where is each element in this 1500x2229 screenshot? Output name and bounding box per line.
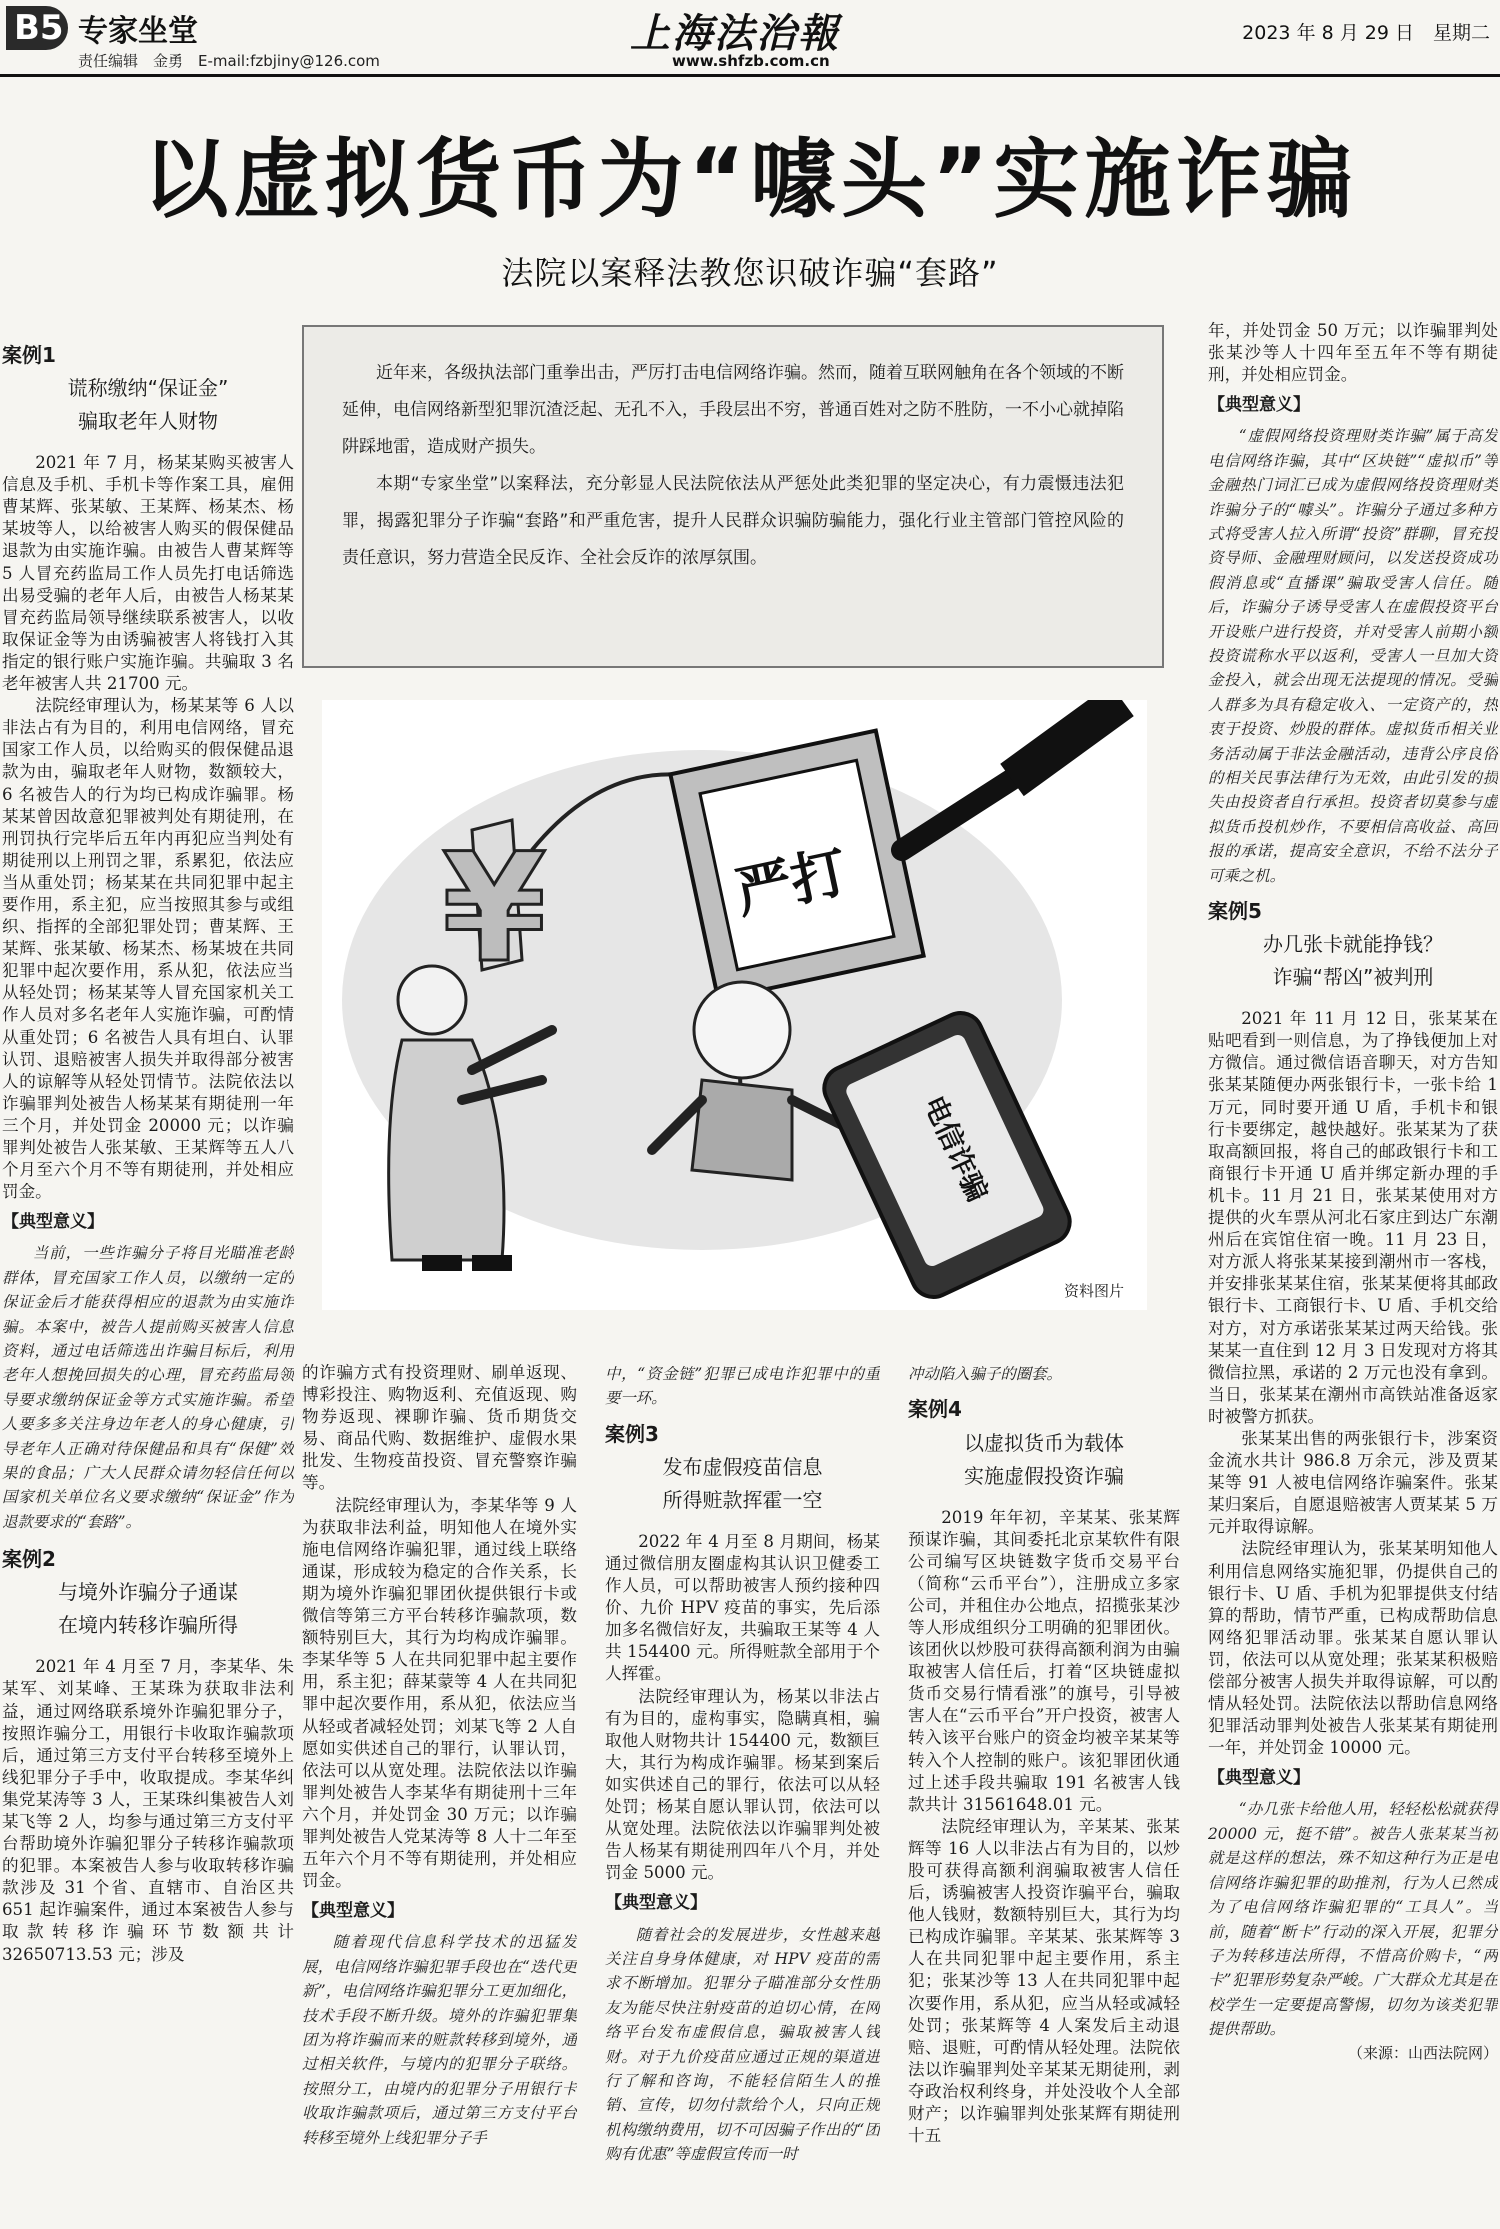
source-credit: （来源：山西法院网） [1347,2043,1498,2062]
case4-significance-heading: 【典型意义】 [1208,395,1310,416]
case3-paragraph: 法院经审理认为，杨某以非法占有为目的，虚构事实，隐瞒真相，骗取他人财物共计 154400 元，数额巨大，其行为构成诈骗罪。杨某到案后如实供述自己的罪行，依法可以从轻处罚；杨某自愿认罪认罚，依法可以从宽处理。法院依法以诈骗罪判处被告人杨某有期徒刑四年八个月，并处罚金 5000 元。 [605,1686,880,1883]
case2-title-line: 在境内转移诈骗所得 [58,1613,238,1638]
case2-title-line: 与境外诈骗分子通谋 [58,1580,238,1605]
case3-title-line: 发布虚假疫苗信息 [662,1454,823,1479]
case5-heading: 案例5 [1208,899,1262,924]
column-2 [302,1362,577,2224]
case4-heading: 案例4 [908,1397,962,1422]
column-5 [1208,320,1498,2225]
case1-heading: 案例1 [2,343,56,367]
case2-significance: 随着现代信息科学技术的迅猛发展，电信网络诈骗犯罪手段也在“迭代更新”，电信网络诈骗犯罪分工更加细化，技术手段不断升级。境外的诈骗犯罪集团为将诈骗而来的赃款转移到境外，通过相关软件，与境内的犯罪分子联络。按照分工，由境内的犯罪分子用银行卡收取诈骗款项后，通过第三方支付平台转移至境外上线犯罪分子手 [302,1933,577,2147]
case4-title [908,1427,1180,1493]
case1-significance-heading: 【典型意义】 [2,1212,104,1233]
case3-significance-heading: 【典型意义】 [605,1893,707,1914]
column-1 [2,340,294,2225]
case2-paragraph: 2021 年 4 月至 7 月，李某华、朱某军、刘某峰、王某珠为获取非法利益，通过网络联系境外诈骗犯罪分子，按照诈骗分工，用银行卡收取诈骗款项后，通过第三方支付平台转移至境外上线犯罪分子手中，收取提成。李某华纠集党某涛等 3 人，王某珠纠集被告人刘某飞等 2 人，均参与通过第三方支付平台帮助境外诈骗犯罪分子转移诈骗款项的犯罪。本案被告人参与收取转移诈骗款涉及 31 个省、直辖市、自治区共 651 起诈骗案件，通过本案被告人参与取款转移诈骗环节数额共计 32650713.53 元；涉及 [2,1657,294,1964]
intro-paragraph: 本期“专家坐堂”以案释法，充分彰显人民法院依法从严惩处此类犯罪的坚定决心，有力震慑违法犯罪，揭露犯罪分子诈骗“套路”和严重危害，提升人民群众识骗防骗能力，强化行业主管部门管控风险的责任意识，努力营造全民反诈、全社会反诈的浓厚氛围。 [342,474,1124,568]
case1-title-line: 骗取老年人财物 [78,409,218,434]
case3-heading: 案例3 [605,1421,659,1446]
masthead-logo: 上海法治報 [630,10,840,57]
headline: 以虚拟货币为“噱头”实施诈骗 [142,130,1358,230]
issue-date: 2023 年 8 月 29 日 星期二 [1242,22,1490,44]
case1-significance: 当前，一些诈骗分子将目光瞄准老龄群体，冒充国家工作人员，以缴纳一定的保证金后才能获得相应的退款为由实施诈骗。本案中，被告人提前购买被害人信息资料，通过电话筛选出诈骗目标后，利用老年人想挽回损失的心理，冒充药监局领导要求缴纳保证金等方式实施诈骗。希望人要多多关注身边年老人的身心健康，引导老年人正确对待保健品和具有“保健”效果的食品；广大人民群众请勿轻信任何以国家机关单位名义要求缴纳“保证金”作为退款要求的“套路”。 [2,1244,294,1531]
picture-caption: 资料图片 [1064,1282,1125,1300]
case3-significance-cont: 冲动陷入骗子的圈套。 [908,1365,1062,1383]
case5-paragraph: 张某某出售的两张银行卡，涉案资金流水共计 986.8 万余元，涉及贾某某等 91 人被电信网络诈骗案件。张某某归案后，自愿退赔被害人贾某某 5 万元并取得谅解。 [1208,1428,1498,1537]
case4-paragraph-cont: 年，并处罚金 50 万元；以诈骗罪判处张某沙等人十四年至五年不等有期徒刑，并处相应罚金。 [1208,321,1498,385]
case4-title-line: 以虚拟货币为载体 [964,1430,1124,1455]
case2-title [2,1576,294,1642]
intro-paragraph: 近年来，各级执法部门重拳出击，严厉打击电信网络诈骗。然而，随着互联网触角在各个领域的不断延伸，电信网络新型犯罪沉渣泛起、无孔不入，手段层出不穷，普通百姓对之防不胜防，一不小心就掉陷阱踩地雷，造成财产损失。 [342,363,1124,457]
case5-significance: “办几张卡给他人用，轻轻松松就获得 20000 元，挺不错”。被告人张某某当初就是这样的想法，殊不知这种行为正是电信网络诈骗犯罪的助推剂，行为人已然成为了电信网络诈骗犯罪的“工具人”。当前，随着“断卡”行动的深入开展，犯罪分子为转移违法所得，不惜高价购卡，“两卡”犯罪形势复杂严峻。广大群众尤其是在校学生一定要提高警惕，切勿为该类犯罪提供帮助。 [1208,1800,1498,2039]
case2-paragraph: 的诈骗方式有投资理财、刷单返现、博彩投注、购物返利、充值返现、购物券返现、裸聊诈骗、货币期货交易、商品代购、数据维护、虚假水果批发、生物疫苗投资、冒充警察诈骗等。 [302,1363,577,1493]
section-title: 专家坐堂 [78,14,198,49]
case2-heading: 案例2 [2,1547,56,1572]
phone-label: 电信诈骗 [917,1090,995,1207]
hammer-label: 严打 [730,839,854,927]
case3-paragraph: 2022 年 4 月至 8 月期间，杨某通过微信朋友圈虚构其认识卫健委工作人员，可以帮助被害人预约接种四价、九价 HPV 疫苗的事实，先后添加多名微信好友，共骗取王某等 4 人共 154400 元。所得赃款全部用于个人挥霍。 [605,1531,880,1684]
case4-title-line: 实施虚假投资诈骗 [964,1463,1124,1488]
case5-title-line: 诈骗“帮凶”被判刑 [1272,965,1434,990]
case3-title-line: 所得赃款挥霍一空 [662,1487,823,1512]
case5-paragraph: 法院经审理认为，张某某明知他人利用信息网络实施犯罪，仍提供自己的银行卡、U 盾、手机为犯罪提供支付结算的帮助，情节严重，已构成帮助信息网络犯罪活动罪。张某某自愿认罪认罚，依法可以从宽处理；张某某积极赔偿部分被害人损失并取得谅解，可以酌情从轻处罚。法院依法以帮助信息网络犯罪活动罪判处被告人张某某有期徒刑一年，并处罚金 10000 元。 [1208,1539,1498,1758]
website-url[interactable]: www.shfzb.com.cn [672,52,830,70]
case4-paragraph: 法院经审理认为，辛某某、张某辉等 16 人以非法占有为目的，以炒股可获得高额利润骗取被害人信任后，诱骗被害人投资诈骗平台，骗取他人钱财，数额特别巨大，其行为均已构成诈骗罪。辛某某、张某辉等 3 人在共同犯罪中起主要作用，系主犯；张某沙等 13 人在共同犯罪中起次要作用，系从犯，应当从轻或减轻处罚；张某辉等 4 人案发后主动退赔、退赃，可酌情从轻处理。法院依法以诈骗罪判处辛某某无期徒刑，剥夺政治权利终身，并处没收个人全部财产；以诈骗罪判处张某辉有期徒刑十五 [908,1816,1180,2146]
header-divider [0,74,1500,77]
case4-paragraph: 2019 年年初，辛某某、张某辉预谋诈骗，其间委托北京某软件有限公司编写区块链数字货币交易平台（简称“云币平台”），注册成立多家公司，并租住办公地点，招揽张某沙等人形成组织分工明确的犯罪团伙。该团伙以炒股可获得高额利润为由骗取被害人信任后，打着“区块链虚拟货币交易行情看涨”的旗号，引导被害人在“云币平台”开户投资，被害人转入该平台账户的资金均被辛某某等转入个人控制的账户。该犯罪团伙通过上述手段共骗取 191 名被害人钱款共计 31561648.01 元。 [908,1507,1180,1814]
column-3 [605,1362,880,2224]
intro-box [302,325,1164,668]
case3-significance: 随着社会的发展进步，女性越来越关注自身身体健康，对 HPV 疫苗的需求不断增加。犯罪分子瞄准部分女性朋友为能尽快注射疫苗的迫切心情，在网络平台发布虚假信息，骗取被害人钱财。对于九价疫苗应通过正规的渠道进行了解和咨询，不能轻信陌生人的推销、宣传，切勿付款给个人，只向正规机构缴纳费用，切不可因骗子作出的“团购有优惠”等虚假宣传而一时 [605,1925,880,2164]
case4-significance: “虚假网络投资理财类诈骗”属于高发电信网络诈骗，其中“区块链”“虚拟币”等金融热门词汇已成为虚假网络投资理财类诈骗分子的“噱头”。诈骗分子通过多种方式将受害人拉入所谓“投资”群聊，冒充投资导师、金融理财顾问，以发送投资成功假消息或“直播课”骗取受害人信任。随后，诈骗分子诱导受害人在虚假投资平台开设账户进行投资，并对受害人前期小额投资谎称水平以返利，受害人一旦加大资金投入，就会出现无法提现的情况。受骗人群多为具有稳定收入、一定资产的，热衷于投资、炒股的群体。虚拟货币相关业务活动属于非法金融活动，违背公序良俗的相关民事法律行为无效，由此引发的损失由投资者自行承担。投资者切莫参与虚拟货币投机炒作，不要相信高收益、高回报的承诺，提高安全意识，不给不法分子可乘之机。 [1208,427,1498,885]
case5-significance-heading: 【典型意义】 [1208,1768,1310,1789]
case2-significance-cont: 中，“资金链”犯罪已成电诈犯罪中的重要一环。 [605,1365,880,1408]
case2-paragraph: 法院经审理认为，李某华等 9 人为获取非法利益，明知他人在境外实施电信网络诈骗犯罪，通过线上联络通谋，形成较为稳定的合作关系，长期为境外诈骗犯罪团伙提供银行卡或微信等第三方平台转移诈骗款项，数额特别巨大，其行为均构成诈骗罪。李某华等 5 人在共同犯罪中起主要作用，系主犯；薛某蒙等 4 人在共同犯罪中起次要作用，系从犯，依法应当从轻或者减轻处罚；刘某飞等 2 人自愿如实供述自己的罪行，认罪认罚，依法可以从宽处理。法院依法以诈骗罪判处被告人李某华有期徒刑十三年六个月，并处罚金 30 万元；以诈骗罪判处被告人党某涛等 8 人十二年至五年六个月不等有期徒刑，并处相应罚金。 [302,1495,577,1891]
illustration [322,700,1147,1310]
case3-title [605,1451,880,1517]
svg-text:¥: ¥ [442,822,547,996]
cartoon-illustration [322,700,1147,1310]
page-number-badge: B5 [6,6,68,50]
case1-title-line: 谎称缴纳“保证金” [67,376,229,401]
column-4 [908,1362,1180,2224]
case5-title [1208,928,1498,994]
editor-credit: 责任编辑 金勇 E-mail:fzbjiny@126.com [78,52,380,70]
subheadline: 法院以案释法教您识破诈骗“套路” [501,254,999,292]
case1-paragraph: 2021 年 7 月，杨某某购买被害人信息及手机、手机卡等作案工具，雇佣曹某辉、张某敏、王某辉、杨某杰、杨某坡等人，以给被害人购买的假保健品退款为由实施诈骗。由被告人曹某辉等 5 人冒充药监局工作人员先打电话筛选出易受骗的老年人后，由被告人杨某某冒充药监局领导继续联系被害人，以收取保证金等为由诱骗被害人将钱打入其指定的银行账户实施诈骗。共骗取 3 名老年被害人共 21700 元。 [2,453,294,694]
case2-significance-heading: 【典型意义】 [302,1901,404,1922]
case1-title [2,372,294,438]
case1-paragraph: 法院经审理认为，杨某某等 6 人以非法占有为目的，利用电信网络，冒充国家工作人员，以给购买的假保健品退款为由，骗取老年人财物，数额较大，6 名被告人的行为均已构成诈骗罪。杨某某曾因故意犯罪被判处有期徒刑，在刑罚执行完毕后五年内再犯应当判处有期徒刑以上刑罚之罪，系累犯，依法应当从重处罚；杨某某在共同犯罪中起主要作用，系主犯，应当按照其参与或组织、指挥的全部犯罪处罚；曹某辉、王某辉、张某敏、杨某杰、杨某坡在共同犯罪中起次要作用，系从犯，依法应当从轻处罚；杨某某等人冒充国家机关工作人员对多名老年人实施诈骗，可酌情从重处罚；6 名被告人具有坦白、认罪认罚、退赔被害人损失并取得部分被害人的谅解等从轻处罚情节。法院依法以诈骗罪判处被告人杨某某有期徒刑一年三个月，并处罚金 20000 元；以诈骗罪判处被告人张某敏、王某辉等五人八个月至六个月不等有期徒刑，并处相应罚金。 [2,696,294,1202]
case5-paragraph: 2021 年 11 月 12 日，张某某在贴吧看到一则信息，为了挣钱便加上对方微信。通过微信语音聊天，对方告知张某某随便办两张银行卡，一张卡给 1 万元，同时要开通 U 盾，手机卡和银行卡要绑定，越快越好。张某某为了获取高额回报，将自己的邮政银行卡和工商银行卡开通 U 盾并绑定新办理的手机卡。11 月 21 日，张某某使用对方提供的火车票从河北石家庄到达广东潮州后在宾馆住宿一晚。11 月 23 日，对方派人将张某某接到潮州市一客栈，并安排张某某住宿，张某某便将其邮政银行卡、工商银行卡、U 盾、手机交给对方，对方承诺张某某过两天给钱。张某某一直住到 12 月 3 日发现对方将其微信拉黑，承诺的 2 万元也没有拿到。当日，张某某在潮州市高铁站准备返家时被警方抓获。 [1208,1009,1498,1426]
case5-title-line: 办几张卡就能挣钱？ [1263,932,1443,957]
